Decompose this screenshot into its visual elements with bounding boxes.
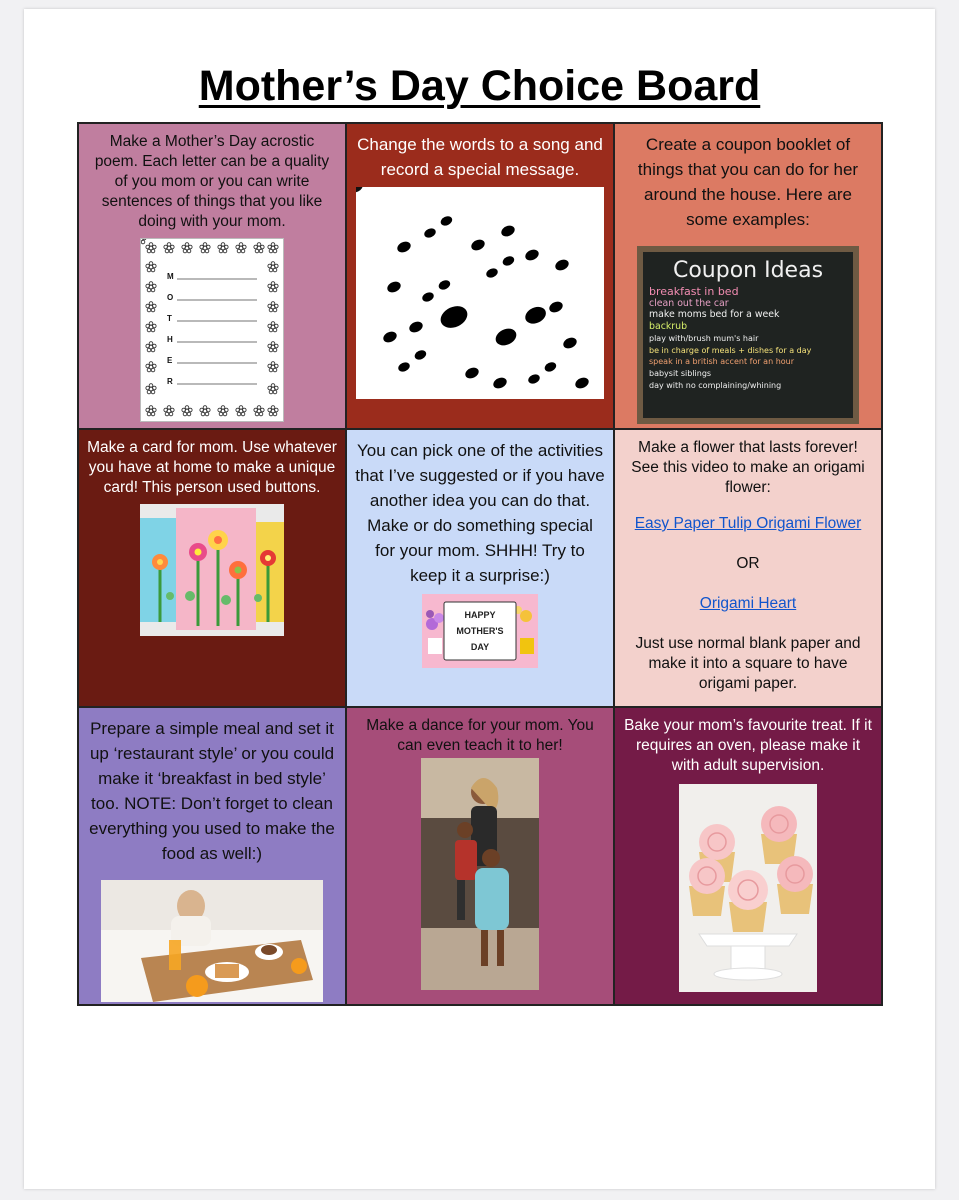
sign-line-1: HAPPY: [464, 610, 496, 620]
cell-meal: [78, 707, 346, 1005]
letter-m: M: [167, 272, 174, 281]
lightbox-sign-icon: [422, 594, 538, 668]
coupon-item: clean out the car: [649, 297, 729, 309]
or-text: OR: [736, 555, 760, 572]
cell-song: [346, 123, 614, 429]
coupon-chalkboard-image: [637, 246, 859, 424]
cell-acrostic: [78, 123, 346, 429]
coupon-item: be in charge of meals + dishes for a day: [649, 345, 812, 355]
coupon-item: speak in a british accent for an hour: [649, 357, 795, 367]
happy-mothers-day-image: [422, 594, 538, 668]
cell-bake: [614, 707, 882, 1005]
letter-o: O: [167, 293, 174, 302]
choice-board: [77, 122, 883, 1006]
letter-e: E: [167, 356, 173, 365]
letter-h: H: [167, 335, 173, 344]
button-flower-card-icon: [140, 504, 284, 636]
coupon-item: make moms bed for a week: [649, 309, 780, 321]
acrostic-text: Make a Mother’s Day acrostic poem. Each letter can be a quality of you mom or you can write sentences of things that you like doing with your mom.: [94, 133, 330, 230]
button-card-image: [140, 504, 284, 636]
song-text: Change the words to a song and record a special message.: [357, 135, 603, 179]
cell-flower: [614, 429, 882, 707]
bake-text: Bake your mom’s favourite treat. If it requires an oven, please make it with adult supervision.: [624, 717, 872, 774]
page-title: Mother’s Day Choice Board: [198, 62, 761, 110]
dance-text: Make a dance for your mom. You can even teach it to her!: [366, 717, 594, 754]
dancing-family-icon: [421, 758, 539, 990]
coupon-item: play with/brush mum's hair: [649, 333, 759, 343]
music-notes-image: [356, 187, 604, 399]
heart-video-link[interactable]: Origami Heart: [699, 595, 797, 612]
coupon-item: day with no complaining/whining: [649, 380, 782, 390]
coupon-text: Create a coupon booklet of things that you can do for her around the house. Here are some examples:: [637, 135, 859, 229]
cell-dance: [346, 707, 614, 1005]
pick-text: You can pick one of the activities that I’ve suggested or if you have another idea you can do that. Make or do something special for your mom. SHHH! Try to keep it a surprise:): [355, 441, 605, 585]
coupon-item: breakfast in bed: [649, 285, 739, 298]
sign-line-2: MOTHER'S: [456, 626, 504, 636]
letter-r: R: [167, 377, 173, 386]
flower-outro-text: Just use normal blank paper and make it into a square to have origami paper.: [635, 635, 861, 692]
cupcakes-icon: [679, 784, 817, 992]
coupon-item: backrub: [649, 321, 688, 333]
letter-t: T: [167, 314, 172, 323]
music-notes-icon: [356, 187, 604, 399]
breakfast-in-bed-image: [101, 880, 323, 1002]
cell-card: [78, 429, 346, 707]
tulip-video-link[interactable]: Easy Paper Tulip Origami Flower: [634, 515, 862, 532]
chalkboard-heading: Coupon Ideas: [672, 258, 824, 283]
cupcakes-image: [679, 784, 817, 992]
flower-intro-text: Make a flower that lasts forever! See this video to make an origami flower:: [631, 439, 865, 496]
breakfast-tray-icon: [101, 880, 323, 1002]
acrostic-worksheet-image: [140, 238, 284, 422]
coupon-item: babysit siblings: [649, 368, 712, 378]
card-text: Make a card for mom. Use whatever you have at home to make a unique card! This person used buttons.: [87, 439, 337, 496]
meal-text: Prepare a simple meal and set it up ‘restaurant style’ or you could make it ‘breakfast in bed style’ too. NOTE: Don’t forget to clean everything you used to make the food as well:): [89, 719, 335, 863]
cell-pick: [346, 429, 614, 707]
sign-line-3: DAY: [470, 642, 490, 652]
cell-coupon: [614, 123, 882, 429]
dancing-family-image: [421, 758, 539, 990]
flower-border-icon: [141, 239, 283, 421]
